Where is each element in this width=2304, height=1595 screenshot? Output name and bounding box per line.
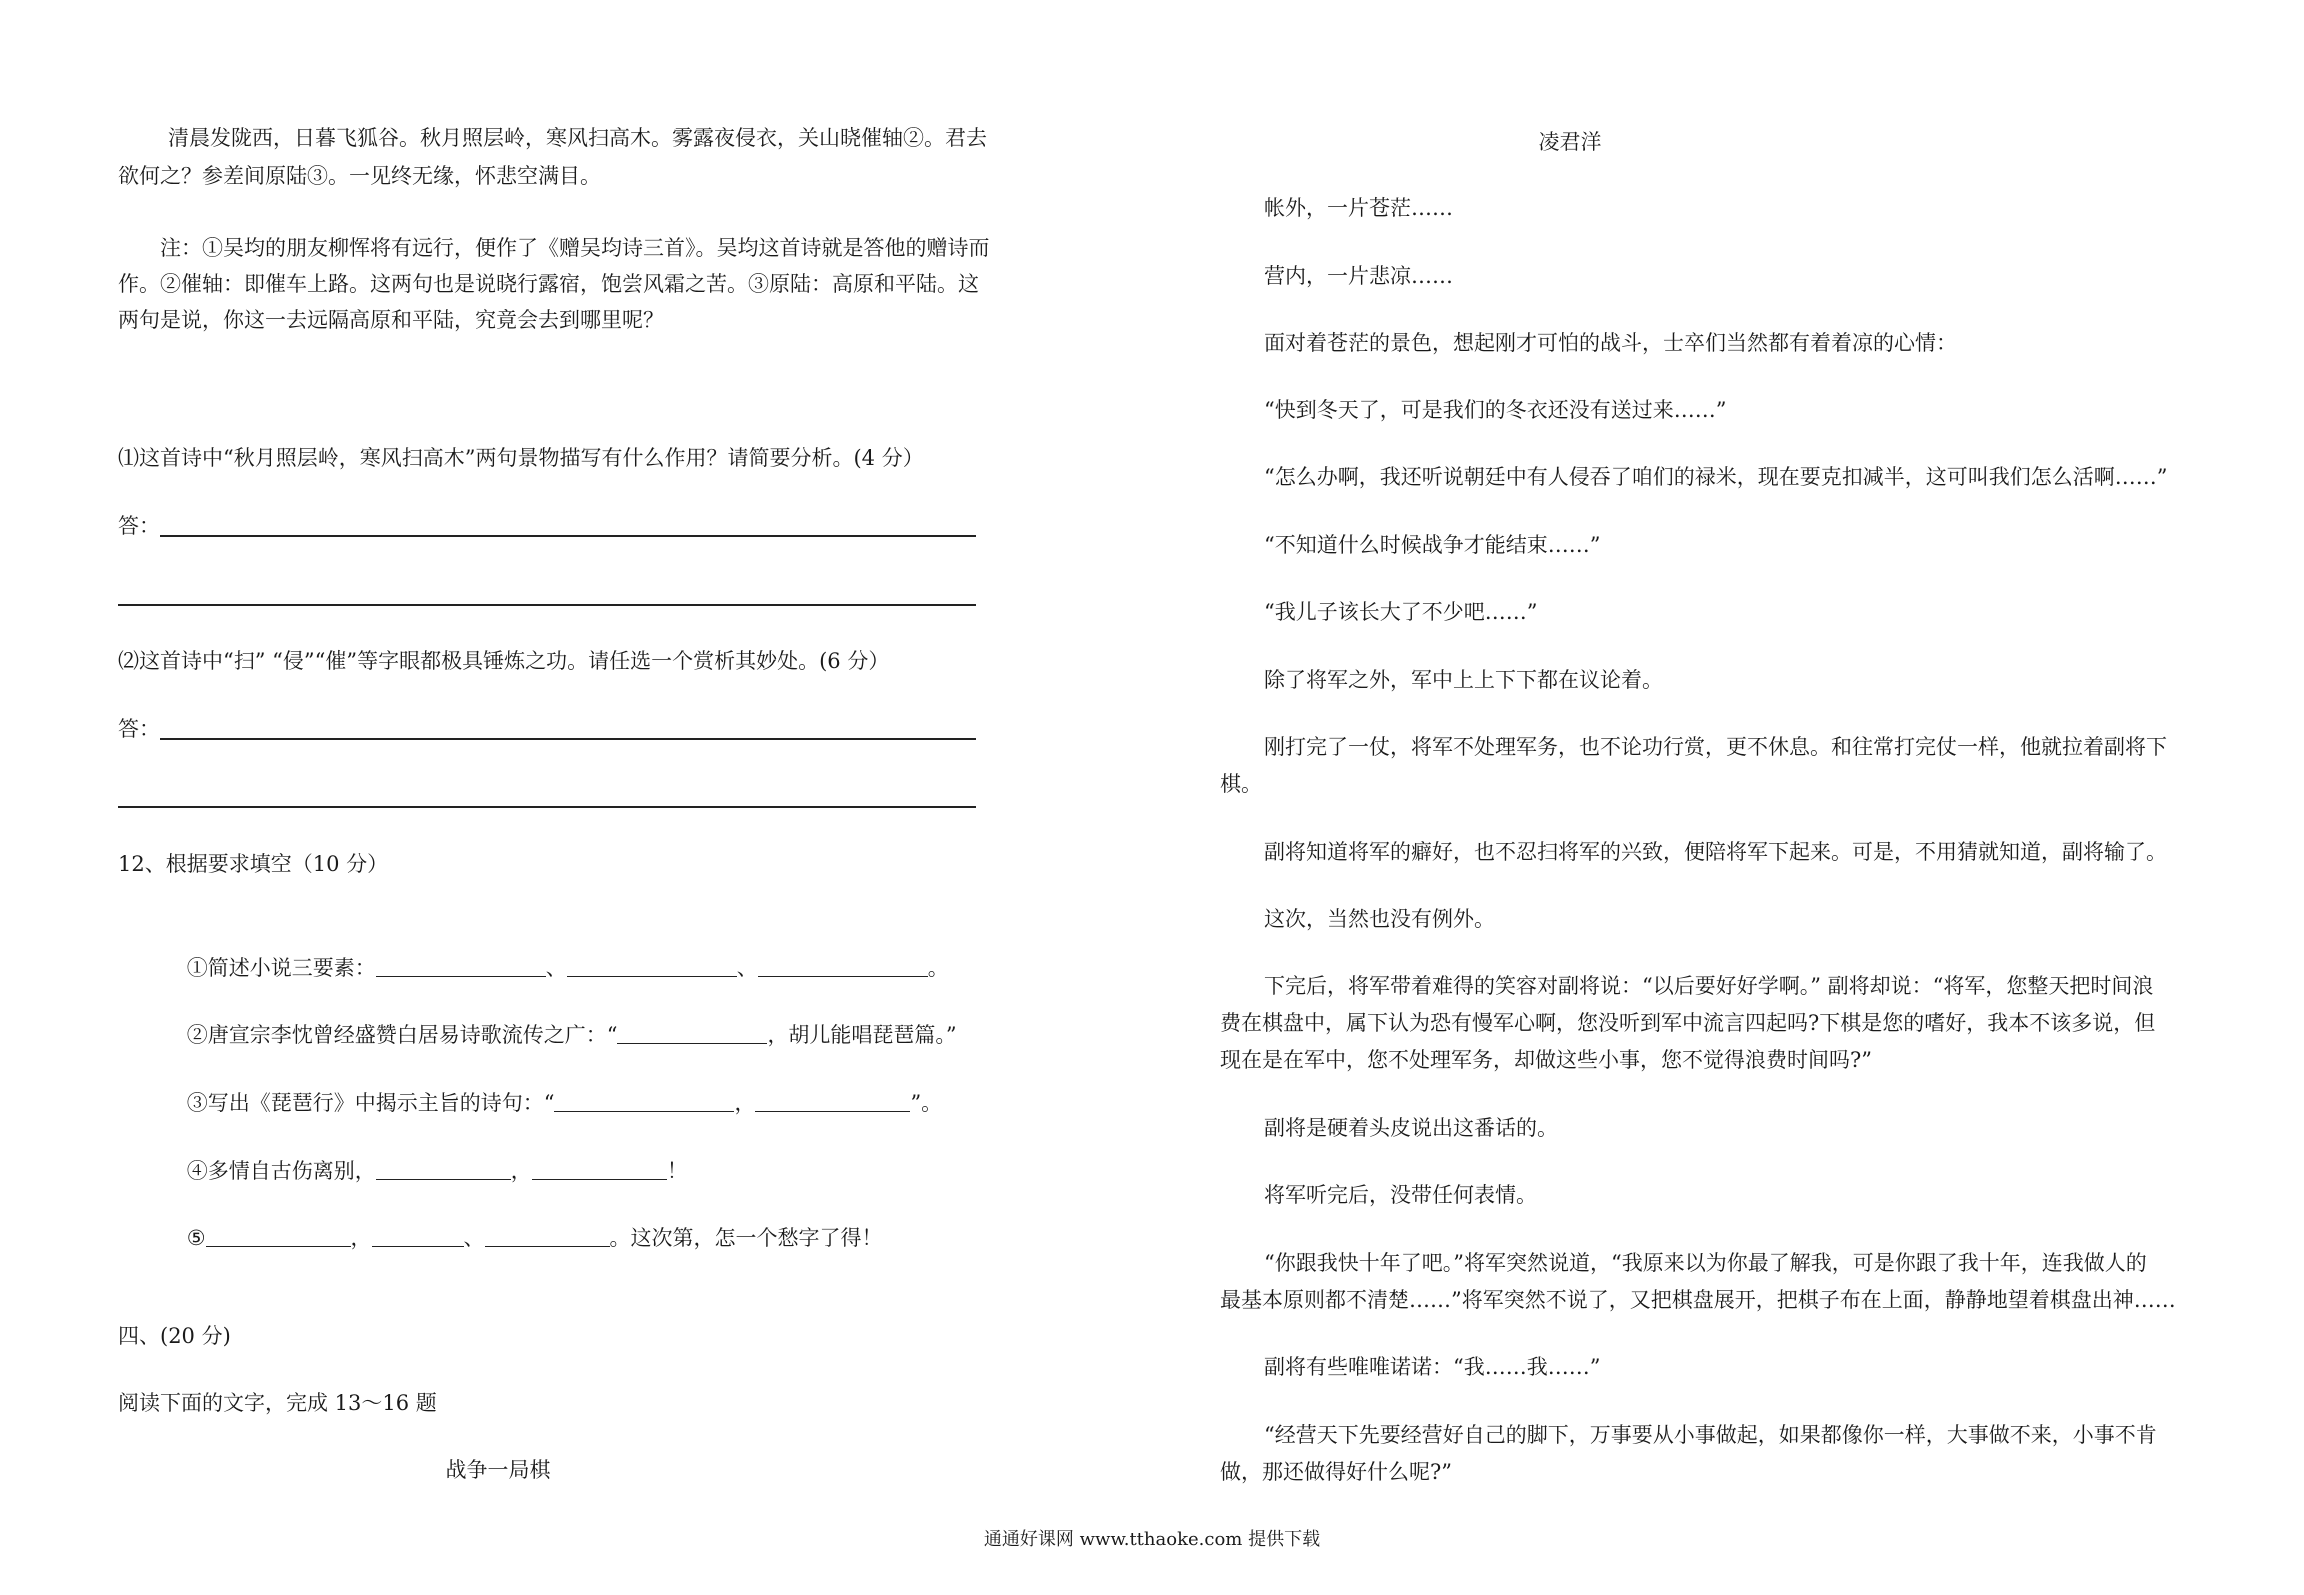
- fill-4-end: ！: [666, 1159, 688, 1183]
- fill-1-end: 。: [927, 956, 949, 980]
- story-paragraph: 营内，一片悲凉……: [1264, 264, 1453, 288]
- fill-item-5: [160, 1183, 1060, 1294]
- fill-5-text: ⑤: [186, 1226, 206, 1250]
- fill-2-end: ，胡儿能唱琵琶篇。”: [767, 1023, 957, 1047]
- answer-line-2b[interactable]: [118, 806, 976, 808]
- story-paragraph: “经营天下先要经营好自己的脚下，万事要从小事做起，如果都像你一样，大事做不来，小事不肯: [1264, 1423, 2157, 1447]
- answer-label-1: 答：: [118, 514, 160, 538]
- story-paragraph: 将军听完后，没带任何表情。: [1264, 1183, 1537, 1207]
- story-paragraph-cont: 棋。: [1220, 772, 1262, 796]
- story-paragraph: “你跟我快十年了吧。”将军突然说道，“我原来以为你最了解我，可是你跟了我十年，连我做人的: [1264, 1251, 2147, 1275]
- story-paragraph: 副将是硬着头皮说出这番话的。: [1264, 1116, 1558, 1140]
- question-2: ⑵这首诗中“扫” “侵”“催”等字眼都极具锤炼之功。请任选一个赏析其妙处。(6 分）: [118, 649, 890, 673]
- fill-3-comma: ，: [734, 1091, 756, 1115]
- story-paragraph: “怎么办啊，我还听说朝廷中有人侵吞了咱们的禄米，现在要克扣减半，这可叫我们怎么活啊……”: [1264, 465, 2168, 489]
- fill-4-comma: ，: [510, 1159, 532, 1183]
- note-line-1: 注：①吴均的朋友柳恽将有远行，便作了《赠吴均诗三首》。吴均这首诗就是答他的赠诗而: [160, 236, 990, 260]
- story-paragraph-cont: 做，那还做得好什么呢?”: [1220, 1460, 1452, 1484]
- fill-4-blank-a[interactable]: [376, 1159, 511, 1180]
- fill-1-blank-a[interactable]: [376, 956, 546, 977]
- fill-5-sep: 、: [463, 1226, 485, 1250]
- story-title: 战争一局棋: [445, 1458, 551, 1482]
- reading-instruction: 阅读下面的文字，完成 13～16 题: [118, 1391, 437, 1415]
- story-paragraph: 副将知道将军的癖好，也不忍扫将军的兴致，便陪将军下起来。可是，不用猜就知道，副将输了。: [1264, 840, 2167, 864]
- fill-1-sep-1: 、: [545, 956, 567, 980]
- story-paragraph: “我儿子该长大了不少吧……”: [1264, 600, 1538, 624]
- story-paragraph-cont: 费在棋盘中，属下认为恐有慢军心啊，您没听到军中流言四起吗?下棋是您的嗜好，我本不该多说，但: [1220, 1011, 2156, 1035]
- fill-1-sep-2: 、: [736, 956, 758, 980]
- answer-line-1a[interactable]: [160, 535, 976, 537]
- question-12: 12、根据要求填空（10 分）: [118, 852, 389, 876]
- section-4-heading: 四、(20 分): [118, 1324, 231, 1348]
- story-paragraph: “不知道什么时候战争才能结束……”: [1264, 533, 1601, 557]
- fill-5-blank-b[interactable]: [372, 1226, 464, 1247]
- fill-1-text: ①简述小说三要素：: [186, 956, 376, 980]
- fill-5-end: 。这次第，怎一个愁字了得！: [609, 1226, 883, 1250]
- fill-4-blank-b[interactable]: [532, 1159, 667, 1180]
- page-footer: 通通好课网 www.tthaoke.com 提供下载: [983, 1529, 1321, 1550]
- story-paragraph-cont: 最基本原则都不清楚……”将军突然不说了，又把棋盘展开，把棋子布在上面，静静地望着棋盘出神……: [1220, 1288, 2176, 1312]
- poem-line-1: 清晨发陇西，日暮飞狐谷。秋月照层岭，寒风扫高木。雾露夜侵衣，关山晓催轴②。君去: [168, 126, 987, 150]
- story-paragraph: 副将有些唯唯诺诺：“我……我……”: [1264, 1355, 1601, 1379]
- story-paragraph: “快到冬天了，可是我们的冬衣还没有送过来……”: [1264, 398, 1727, 422]
- note-line-3: 两句是说，你这一去远隔高原和平陆，究竟会去到哪里呢？: [118, 308, 664, 332]
- story-paragraph: 面对着苍茫的景色，想起刚才可怕的战斗，士卒们当然都有着着凉的心情：: [1264, 331, 1957, 355]
- fill-5-comma: ，: [350, 1226, 372, 1250]
- fill-5-blank-c[interactable]: [485, 1226, 610, 1247]
- poem-line-2: 欲何之？参差间原陆③。一见终无缘，怀悲空满目。: [118, 164, 601, 188]
- note-line-2: 作。②催轴：即催车上路。这两句也是说晓行露宿，饱尝风霜之苦。③原陆：高原和平陆。这: [118, 272, 979, 296]
- story-paragraph: 这次，当然也没有例外。: [1264, 907, 1495, 931]
- story-author: 凌君洋: [1538, 130, 1602, 154]
- fill-2-text: ②唐宣宗李忱曾经盛赞白居易诗歌流传之广：“: [186, 1023, 618, 1047]
- answer-line-1b[interactable]: [118, 604, 976, 606]
- fill-5-blank-a[interactable]: [206, 1226, 351, 1247]
- fill-3-blank-a[interactable]: [554, 1091, 734, 1112]
- question-1: ⑴这首诗中“秋月照层岭，寒风扫高木”两句景物描写有什么作用？请简要分析。(4 分）: [118, 446, 924, 470]
- story-paragraph: 下完后，将军带着难得的笑容对副将说：“以后要好好学啊。” 副将却说：“将军，您整天把时间浪: [1264, 974, 2154, 998]
- fill-1-blank-b[interactable]: [567, 956, 737, 977]
- story-paragraph: 帐外，一片苍茫……: [1264, 196, 1453, 220]
- story-paragraph: 除了将军之外，军中上上下下都在议论着。: [1264, 668, 1663, 692]
- answer-line-2a[interactable]: [160, 738, 976, 740]
- fill-1-blank-c[interactable]: [758, 956, 928, 977]
- fill-4-text: ④多情自古伤离别，: [186, 1159, 376, 1183]
- fill-3-end: ”。: [910, 1091, 943, 1115]
- story-paragraph-cont: 现在是在军中，您不处理军务，却做这些小事，您不觉得浪费时间吗?”: [1220, 1048, 1872, 1072]
- answer-label-2: 答：: [118, 717, 160, 741]
- story-paragraph: 刚打完了一仗，将军不处理军务，也不论功行赏，更不休息。和往常打完仗一样，他就拉着副将下: [1264, 735, 2167, 759]
- fill-3-blank-b[interactable]: [755, 1091, 910, 1112]
- fill-3-text: ③写出《琵琶行》中揭示主旨的诗句：“: [186, 1091, 555, 1115]
- fill-2-blank[interactable]: [617, 1023, 767, 1044]
